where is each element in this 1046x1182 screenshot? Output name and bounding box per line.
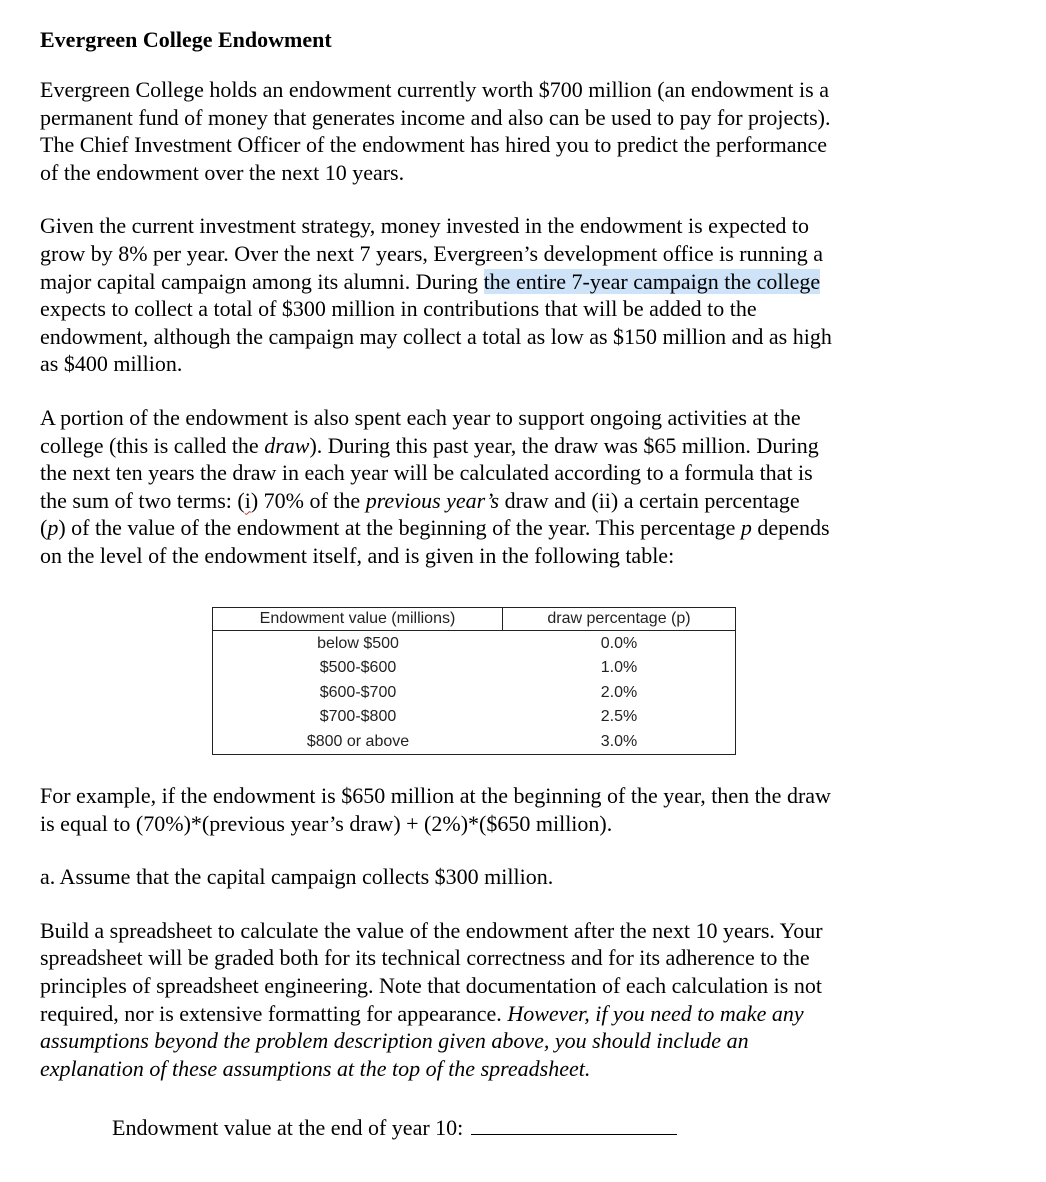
text-line [40,487,920,515]
table-row [213,705,735,729]
text-line: For example, if the endowment is $650 million at the beginning of the year, then the draw [40,783,831,808]
answer-line [112,1114,677,1142]
table-row [213,730,735,754]
text-line: expects to collect a total of $300 million in contributions that will be added to the [40,296,757,322]
paragraph-part-a: a. Assume that the capital campaign collects $300 million. [40,864,554,890]
paragraph-example [40,782,940,837]
cell-endowment-range: $500-$600 [319,659,397,677]
text-segment: the sum of two terms: ( [40,487,245,513]
text-segment: draw and (ii) a certain percentage [499,487,800,513]
column-header-endowment-value: Endowment value (millions) [213,608,503,630]
paragraph-campaign [40,212,920,378]
document-title: Evergreen College Endowment [40,27,332,52]
text-line: endowment, although the campaign may collect a total as low as $150 million and as high [40,323,832,349]
text-line [40,268,920,296]
table-row [213,681,735,705]
text-line: grow by 8% per year. Over the next 7 years, Evergreen’s development office is running a [40,240,823,266]
text-line: assumptions beyond the problem description given above, you should include an [40,1028,749,1054]
text-line: The Chief Investment Officer of the endowment has hired you to predict the performance [40,132,828,158]
text-line: on the level of the endowment itself, and is given in the following table: [40,542,675,568]
text-line [40,432,920,460]
text-line: Evergreen College holds an endowment currently worth $700 million (an endowment is a [40,77,829,102]
text-segment: required, nor is extensive formatting for appearance. [40,1000,508,1026]
text-line: explanation of these assumptions at the top of the spreadsheet. [40,1055,591,1081]
text-segment: college (this is called the [40,432,265,458]
text-line [40,1000,940,1028]
table-header [213,608,735,631]
text-line [40,514,920,542]
table-row [213,656,735,680]
table-body [213,631,735,754]
paragraph-instructions [40,917,940,1083]
text-segment: ) of the value of the endowment at the beginning of the year. This percentage [58,515,741,541]
cell-endowment-range: below $500 [317,635,399,652]
table-row [213,632,735,656]
text-italic: p [740,515,752,541]
draw-percentage-table [212,607,736,755]
cell-draw-percentage: 2.0% [600,683,638,701]
text-line: Given the current investment strategy, money invested in the endowment is expected to [40,213,809,239]
text-line: spreadsheet will be graded both for its technical correctness and for its adherence to the [40,945,810,971]
text-line: permanent fund of money that generates income and also can be used to pay for projects). [40,104,831,130]
text-italic: p [47,515,59,541]
text-segment: ( [40,515,48,541]
text-selection-highlight[interactable]: the entire 7-year campaign the college [483,268,821,294]
text-line: is equal to (70%)*(previous year’s draw) + (2%)*($650 million). [40,810,613,836]
text-segment: major capital campaign among its alumni. During [40,268,484,294]
text-italic: previous year’s [365,487,500,513]
cell-draw-percentage: 3.0% [600,732,638,750]
text-line: A portion of the endowment is also spent each year to support ongoing activities at the [40,404,801,430]
cell-endowment-range: $800 or above [306,732,410,750]
answer-blank[interactable] [471,1114,677,1135]
paragraph-intro [40,76,920,186]
spellcheck-underline: i [244,487,251,513]
cell-draw-percentage: 0.0% [600,635,638,652]
document-page [40,24,920,570]
cell-draw-percentage: 1.0% [600,659,638,677]
answer-label: Endowment value at the end of year 10: [112,1115,464,1140]
text-line: the next ten years the draw in each year will be calculated according to a formula that is [40,460,813,486]
text-line: of the endowment over the next 10 years. [40,159,405,185]
text-line: principles of spreadsheet engineering. Note that documentation of each calculation is not [40,972,822,998]
text-line: Build a spreadsheet to calculate the value of the endowment after the next 10 years. Your [40,917,823,943]
column-header-draw-percentage: draw percentage (p) [547,610,691,627]
text-italic: draw [264,432,310,458]
paragraph-draw [40,404,920,570]
cell-draw-percentage: 2.5% [600,708,638,726]
text-segment: ) 70% of the [250,487,366,513]
document-continuation [40,782,940,1082]
text-segment: depends [751,515,830,541]
text-italic: However, if you need to make any [507,1000,804,1026]
cell-endowment-range: $600-$700 [319,683,397,701]
cell-endowment-range: $700-$800 [319,708,397,726]
text-segment: ). During this past year, the draw was $65 million. During [309,432,819,458]
text-line: as $400 million. [40,351,183,377]
